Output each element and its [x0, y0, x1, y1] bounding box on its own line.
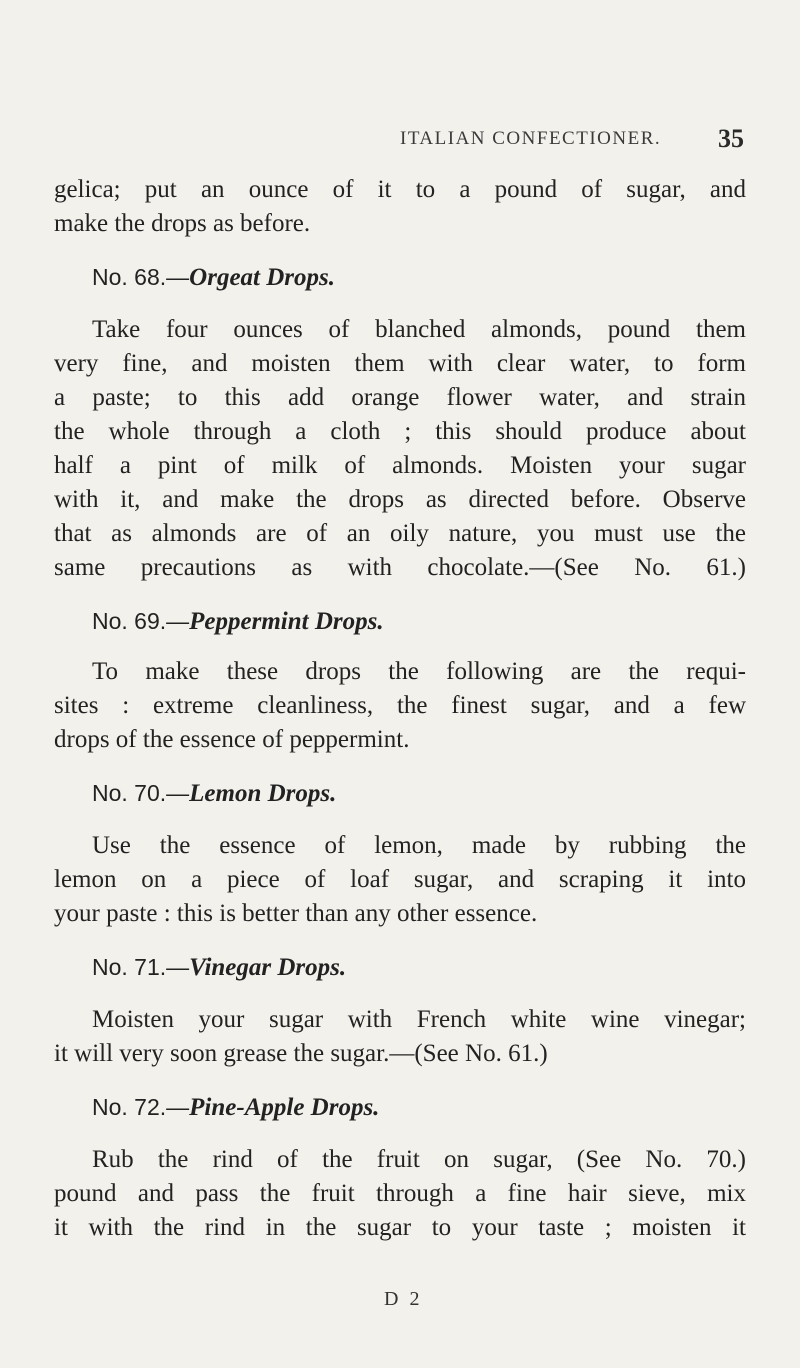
text-line: it will very soon grease the sugar.—(See No. 61.)	[54, 1040, 548, 1067]
text-line: with it, and make the drops as directed before. Observe	[54, 486, 746, 513]
text-line: Take four ounces of blanched almonds, pound them	[92, 316, 746, 343]
recipe-number: No. 72.—	[92, 1094, 190, 1120]
text-line: Moisten your sugar with French white wine vinegar;	[92, 1006, 746, 1033]
recipe-heading	[92, 1094, 379, 1122]
recipe-heading	[92, 780, 336, 808]
recipe-heading	[92, 264, 335, 292]
recipe-title: Peppermint Drops.	[189, 608, 384, 635]
text-line: that as almonds are of an oily nature, you must use the	[54, 520, 746, 547]
recipe-heading	[92, 954, 346, 982]
recipe-title: Vinegar Drops.	[189, 954, 347, 981]
text-line: make the drops as before.	[54, 210, 311, 237]
recipe-title: Orgeat Drops.	[189, 264, 335, 291]
text-line: sites : extreme cleanliness, the finest sugar, and a few	[54, 692, 746, 719]
text-line: the whole through a cloth ; this should produce about	[54, 418, 746, 445]
text-line: Use the essence of lemon, made by rubbing the	[92, 832, 746, 859]
text-line: gelica; put an ounce of it to a pound of sugar, and	[54, 176, 746, 203]
recipe-title: Lemon Drops.	[189, 780, 337, 807]
text-line: half a pint of milk of almonds. Moisten your sugar	[54, 452, 746, 479]
recipe-number: No. 71.—	[92, 954, 190, 980]
running-head	[0, 118, 800, 158]
text-line: same precautions as with chocolate.—(See No. 61.)	[54, 554, 746, 581]
text-line: your paste : this is better than any other essence.	[54, 900, 538, 927]
recipe-number: No. 69.—	[92, 608, 190, 634]
text-line: very fine, and moisten them with clear water, to form	[54, 350, 746, 377]
page-number: 35	[718, 124, 744, 153]
recipe-number: No. 70.—	[92, 780, 190, 806]
signature-mark: D 2	[384, 1288, 423, 1310]
recipe-heading	[92, 608, 384, 636]
text-line: a paste; to this add orange flower water, and strain	[54, 384, 746, 411]
running-title: ITALIAN CONFECTIONER.	[400, 128, 662, 149]
text-line: lemon on a piece of loaf sugar, and scraping it into	[54, 866, 746, 893]
text-line: drops of the essence of peppermint.	[54, 726, 410, 753]
text-line: it with the rind in the sugar to your taste ; moisten it	[54, 1214, 746, 1241]
recipe-title: Pine-Apple Drops.	[189, 1094, 380, 1121]
recipe-number: No. 68.—	[92, 264, 190, 290]
text-line: Rub the rind of the fruit on sugar, (See No. 70.)	[92, 1146, 746, 1173]
text-line: To make these drops the following are the requi-	[92, 658, 746, 685]
text-line: pound and pass the fruit through a fine hair sieve, mix	[54, 1180, 746, 1207]
